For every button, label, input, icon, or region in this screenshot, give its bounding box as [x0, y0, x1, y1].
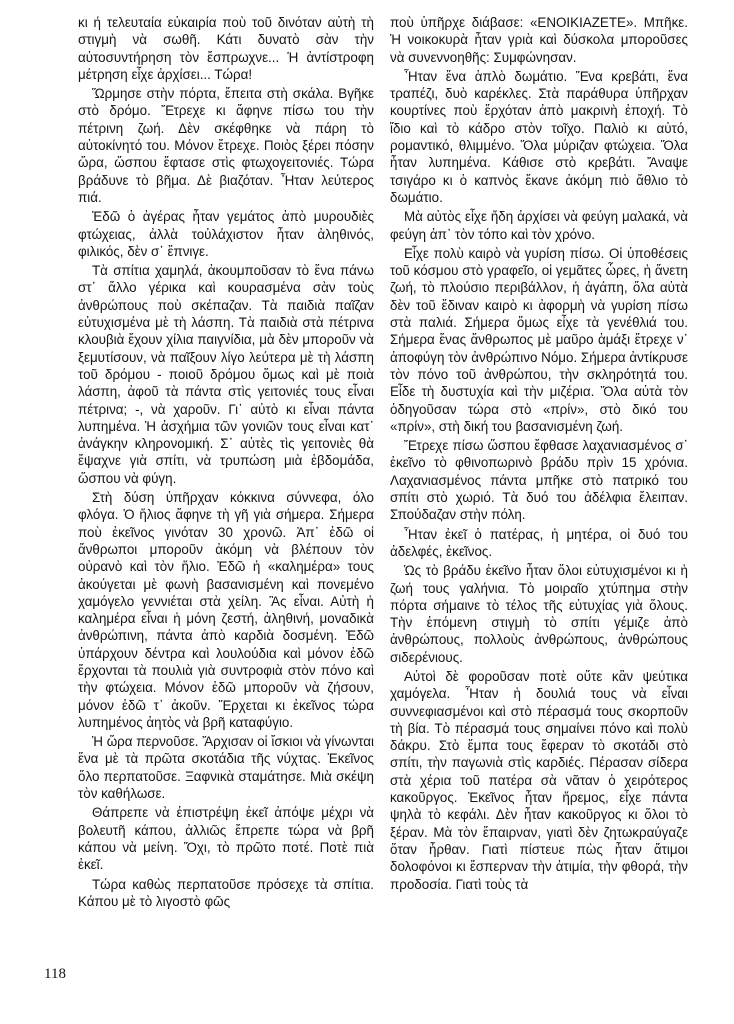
- paragraph: Ὥρμησε στὴν πόρτα, ἔπειτα στὴ σκάλα. Βγῆκε στὸ δρόμο. Ἔτρεχε κι ἄφηνε πίσω του τὴν πέτρινη ζωή. Δὲν σκέφθηκε νὰ πάρη τὸ αὐτοκίνητό του. Μόνον ἔτρεχε. Ποιὸς ξέρει πόσην ὥρα, ὥσπου ἔφτασε στὶς φτωχογειτονιές. Τώρα βράδυνε τὸ βῆμα. Δὲ βιαζόταν. Ἦταν λεύτερος πιά.: [78, 86, 374, 205]
- paragraph: Ἡ ὥρα περνοῦσε. Ἄρχισαν οἱ ἴσκιοι νὰ γίνωνται ἕνα μὲ τὰ πρῶτα σκοτάδια τῆς νύχτας. Ἐκεῖνος ὅλο περπατοῦσε. Ξαφνικὰ σταμάτησε. Μιὰ σκέψη τὸν καθήλωσε.: [78, 734, 374, 802]
- paragraph: κι ή τελευταία εὐκαιρία ποὺ τοῦ δινόταν αὐτὴ τὴ στιγμὴ νὰ σωθῆ. Κάτι δυνατὸ σὰν τὴν αὐτοσυντήρηση τὸν ἔσπρωχνε... Ἡ ἀντίστροφη μέτρηση εἶχε ἀρχίσει... Τώρα!: [78, 15, 374, 82]
- page-number: 118: [44, 966, 66, 982]
- paragraph: ποὺ ὑπῆρχε διάβασε: «ΕΝΟΙΚΙΑΖΕΤΕ». Μπῆκε. Ἡ νοικοκυρὰ ἦταν γριὰ καὶ δύσκολα μποροῦσες νὰ συνεννοηθῆς: Συμφώνησαν.: [390, 15, 688, 65]
- paragraph: Μὰ αὐτὸς εἶχε ἤδη ἀρχίσει νὰ φεύγη μαλακά, νὰ φεύγη ἀπ᾿ τὸν τόπο καὶ τὸν χρόνο.: [390, 209, 688, 242]
- paragraph: Τώρα καθὼς περπατοῦσε πρόσεχε τὰ σπίτια. Κάπου μὲ τὸ λιγοστὸ φῶς: [78, 876, 374, 909]
- paragraph: Εἶχε πολὺ καιρὸ νὰ γυρίση πίσω. Οἱ ὑποθέσεις τοῦ κόσμου στὸ γραφεῖο, οἱ γεμᾶτες ὧρες, ἡ ἄνετη ζωή, τὸ πλούσιο περιβάλλον, ἡ ἀγάπη, ὅλα αὐτὰ δὲν τοῦ ἔδιναν καιρὸ κι ἀφορμὴ νὰ γυρίση πίσω στὰ παλιά. Σήμερα ὅμως εἶχε τὰ γενέθλιά του. Σήμερα ἕνας ἄνθρωπος μὲ μαῦρο ἁμάξι ἔτρεχε ν᾿ ἀποφύγη τὸν ἀνθρώπινο Νόμο. Σήμερα ἀντίκρυσε τὸν πόνο τοῦ ἀνθρώπου, τὴν σκληρότητά του. Εἶδε τὴ δυστυχία καὶ τὴν μιζέρια. Ὅλα αὐτὰ τὸν ὁδηγοῦσαν τώρα στὸ «πρίν», στὸ δικό του «πρίν», στὴ δική του βασανισμένη ζωή.: [390, 245, 688, 434]
- paragraph: Ἔτρεχε πίσω ὥσπου ἔφθασε λαχανιασμένος σ᾿ ἐκεῖνο τὸ φθινοπωρινὸ βράδυ πρὶν 15 χρόνια. Λαχανιασμένος πάντα μπῆκε στὸ πατρικό του σπίτι στὸ χωριό. Τὰ δυό του ἀδέλφια ἔλειπαν. Σπούδαζαν στὴν πόλη.: [390, 438, 688, 523]
- paragraph: Ἦταν ἐκεῖ ὁ πατέρας, ἡ μητέρα, οἱ δυό του ἀδελφές, ἐκεῖνος.: [390, 526, 688, 559]
- paragraph: Αὐτοὶ δὲ φοροῦσαν ποτὲ οὔτε κἂν ψεύτικα χαμόγελα. Ἦταν ἡ δουλιά τους νὰ εἶναι συννεφιασμένοι καὶ στὸ πέρασμά τους σκορποῦν τὴ βία. Τὸ πέρασμά τους σημαίνει πόνο καὶ πολὺ δάκρυ. Στὸ ἔμπα τους ἔφεραν τὸ σκοτάδι στὸ σπίτι, τὴν παγωνιὰ στὶς καρδιές. Πέρασαν σίδερα στὰ χέρια τοῦ πατέρα σὰ νᾶταν ὁ χειρότερος κακοῦργος. Ἐκεῖνος ἦταν ἤρεμος, εἶχε πάντα ψηλὰ τὸ κεφάλι. Δὲν ἦταν κακοῦργος κι ὅλοι τὸ ξέραν. Μὰ τὸν ἔπαιρναν, γιατὶ δὲν ζητωκραύγαζε ὅταν ἦρθαν. Γιατὶ πίστευε πὼς ἦταν ἄτιμοι δολοφόνοι κι ἔσπερναν τὴν ἀτιμία, τὴν φθορά, τὴν προδοσία. Γιατὶ τοὺς τὰ: [390, 668, 688, 892]
- paragraph: Στὴ δύση ὑπῆρχαν κόκκινα σύννεφα, όλο φλόγα. Ὁ ἥλιος ἄφηνε τὴ γῆ γιὰ σήμερα. Σήμερα ποὺ ἐκεῖνος γινόταν 30 χρονῶ. Ἀπ᾿ ἐδῶ οἱ ἄνθρωποι μποροῦν ἀκόμη νὰ βλέπουν τὸν οὐρανὸ καὶ τὸν ἥλιο. Ἐδῶ ἡ «καλημέρα» τους ἀκούγεται μὲ φωνὴ βασανισμένη καὶ πονεμένο χαμόγελο γεννιέται στὰ χείλη. Ἂς εἶναι. Αὐτὴ ἡ καλημέρα εἶναι ἡ μόνη ζεστή, ἀληθινή, μοναδικὰ ἀνθρώπινη, πάντα ἀπὸ καρδιὰ δοσμένη. Ἐδῶ ὑπάρχουν δέντρα καὶ λουλούδια καὶ μόνον ἐδῶ ἔρχονται τὰ πουλιὰ γιὰ συντροφιὰ στὸν πόνο καὶ τὴν φτώχεια. Μόνον ἐδῶ μποροῦν νὰ ζήσουν, μόνον ἐδῶ τ᾿ ἀκοῦν. Ἔρχεται κι ἐκεῖνος τώρα λυπημένος ἀητὸς νὰ βρῆ καταφύγιο.: [78, 490, 374, 730]
- paragraph: Θάπρεπε νὰ ἐπιστρέψη ἐκεῖ ἀπόψε μέχρι νὰ βολευτῆ κάπου, ἀλλιῶς ἔπρεπε τώρα νὰ βρῆ κάπου νὰ μείνη. Ὄχι, τὸ πρῶτο ποτέ. Ποτὲ πιὰ ἐκεῖ.: [78, 805, 374, 873]
- paragraph: Τὰ σπίτια χαμηλά, ἀκουμποῦσαν τὸ ἕνα πάνω στ᾿ ἄλλο γέρικα καὶ κουρασμένα σὰν τοὺς ἀνθρώπους ποὺ σκέπαζαν. Τὰ παιδιὰ παῖζαν εὐτυχισμένα μὲ τὴ λάσπη. Τὰ παιδιὰ στὰ πέτρινα κλουβιὰ ἔχουν χίλια παιγνίδια, μὰ δὲν μποροῦν νὰ ξεμυτίσουν, νὰ παῖξουν λίγο λεύτερα μὲ τὴ λάσπη τοῦ δρόμου - ποιοῦ δρόμου ὅμως καὶ μὲ ποιὰ λάσπη, ἀφοῦ τὰ πάντα στὶς γειτονιές τους εἶναι πέτρινα; -, νὰ χαροῦν. Γι᾿ αὐτὸ κι εἶναι πάντα λυπημένα. Ἡ ἀσχήμια τῶν γονιῶν τους εἶναι κατ᾿ ἀνάγκην κληρονομική. Σ᾿ αὐτὲς τὶς γειτονιὲς θὰ ἔψαχνε γιὰ σπίτι, νὰ τρυπώση μιὰ ἑβδομάδα, ὥσπου νὰ φύγη.: [78, 263, 374, 486]
- paragraph: Ἦταν ἕνα ἁπλὸ δωμάτιο. Ἕνα κρεβάτι, ἕνα τραπέζι, δυὸ καρέκλες. Στὰ παράθυρα ὑπῆρχαν κουρτίνες ποὺ ἔρχόταν ἀπὸ μακρινὴ ἐποχή. Τὸ ἴδιο καὶ τὸ κάδρο στὸν τοῖχο. Παλιὸ κι αὐτό, ρομαντικό, θλιμμένο. Ὅλα μύριζαν φτώχεια. Ὅλα ἦταν λυπημένα. Κάθισε στὸ κρεβάτι. Ἄναψε τσιγάρο κι ὁ καπνὸς ἔκανε ἀκόμη πιὸ ἄθλιο τὸ δωμάτιο.: [390, 68, 688, 205]
- paragraph: Ἐδῶ ὁ ἀγέρας ἦταν γεμάτος ἀπὸ μυρουδιὲς φτώχειας, ἀλλὰ τοὐλάχιστον ἦταν ἀληθινός, φιλικός, δὲν σ᾿ ἔπνιγε.: [78, 209, 374, 259]
- right-text-column: [390, 14, 688, 964]
- paragraph: Ὡς τὸ βράδυ ἐκεῖνο ἦταν ὅλοι εὐτυχισμένοι κι ἡ ζωή τους γαλήνια. Τὸ μοιραῖο χτύπημα στὴν πόρτα σήμαινε τὸ τέλος τῆς εὐτυχίας γιὰ ὅλους. Τὴν ἑπόμενη στιγμὴ τὸ σπίτι γέμιζε ἀπὸ ἀνθρώπους, πολλοὺς ἀνθρώπους, ἀνθρώπους σιδερένιους.: [390, 563, 688, 665]
- left-text-column: [78, 14, 374, 964]
